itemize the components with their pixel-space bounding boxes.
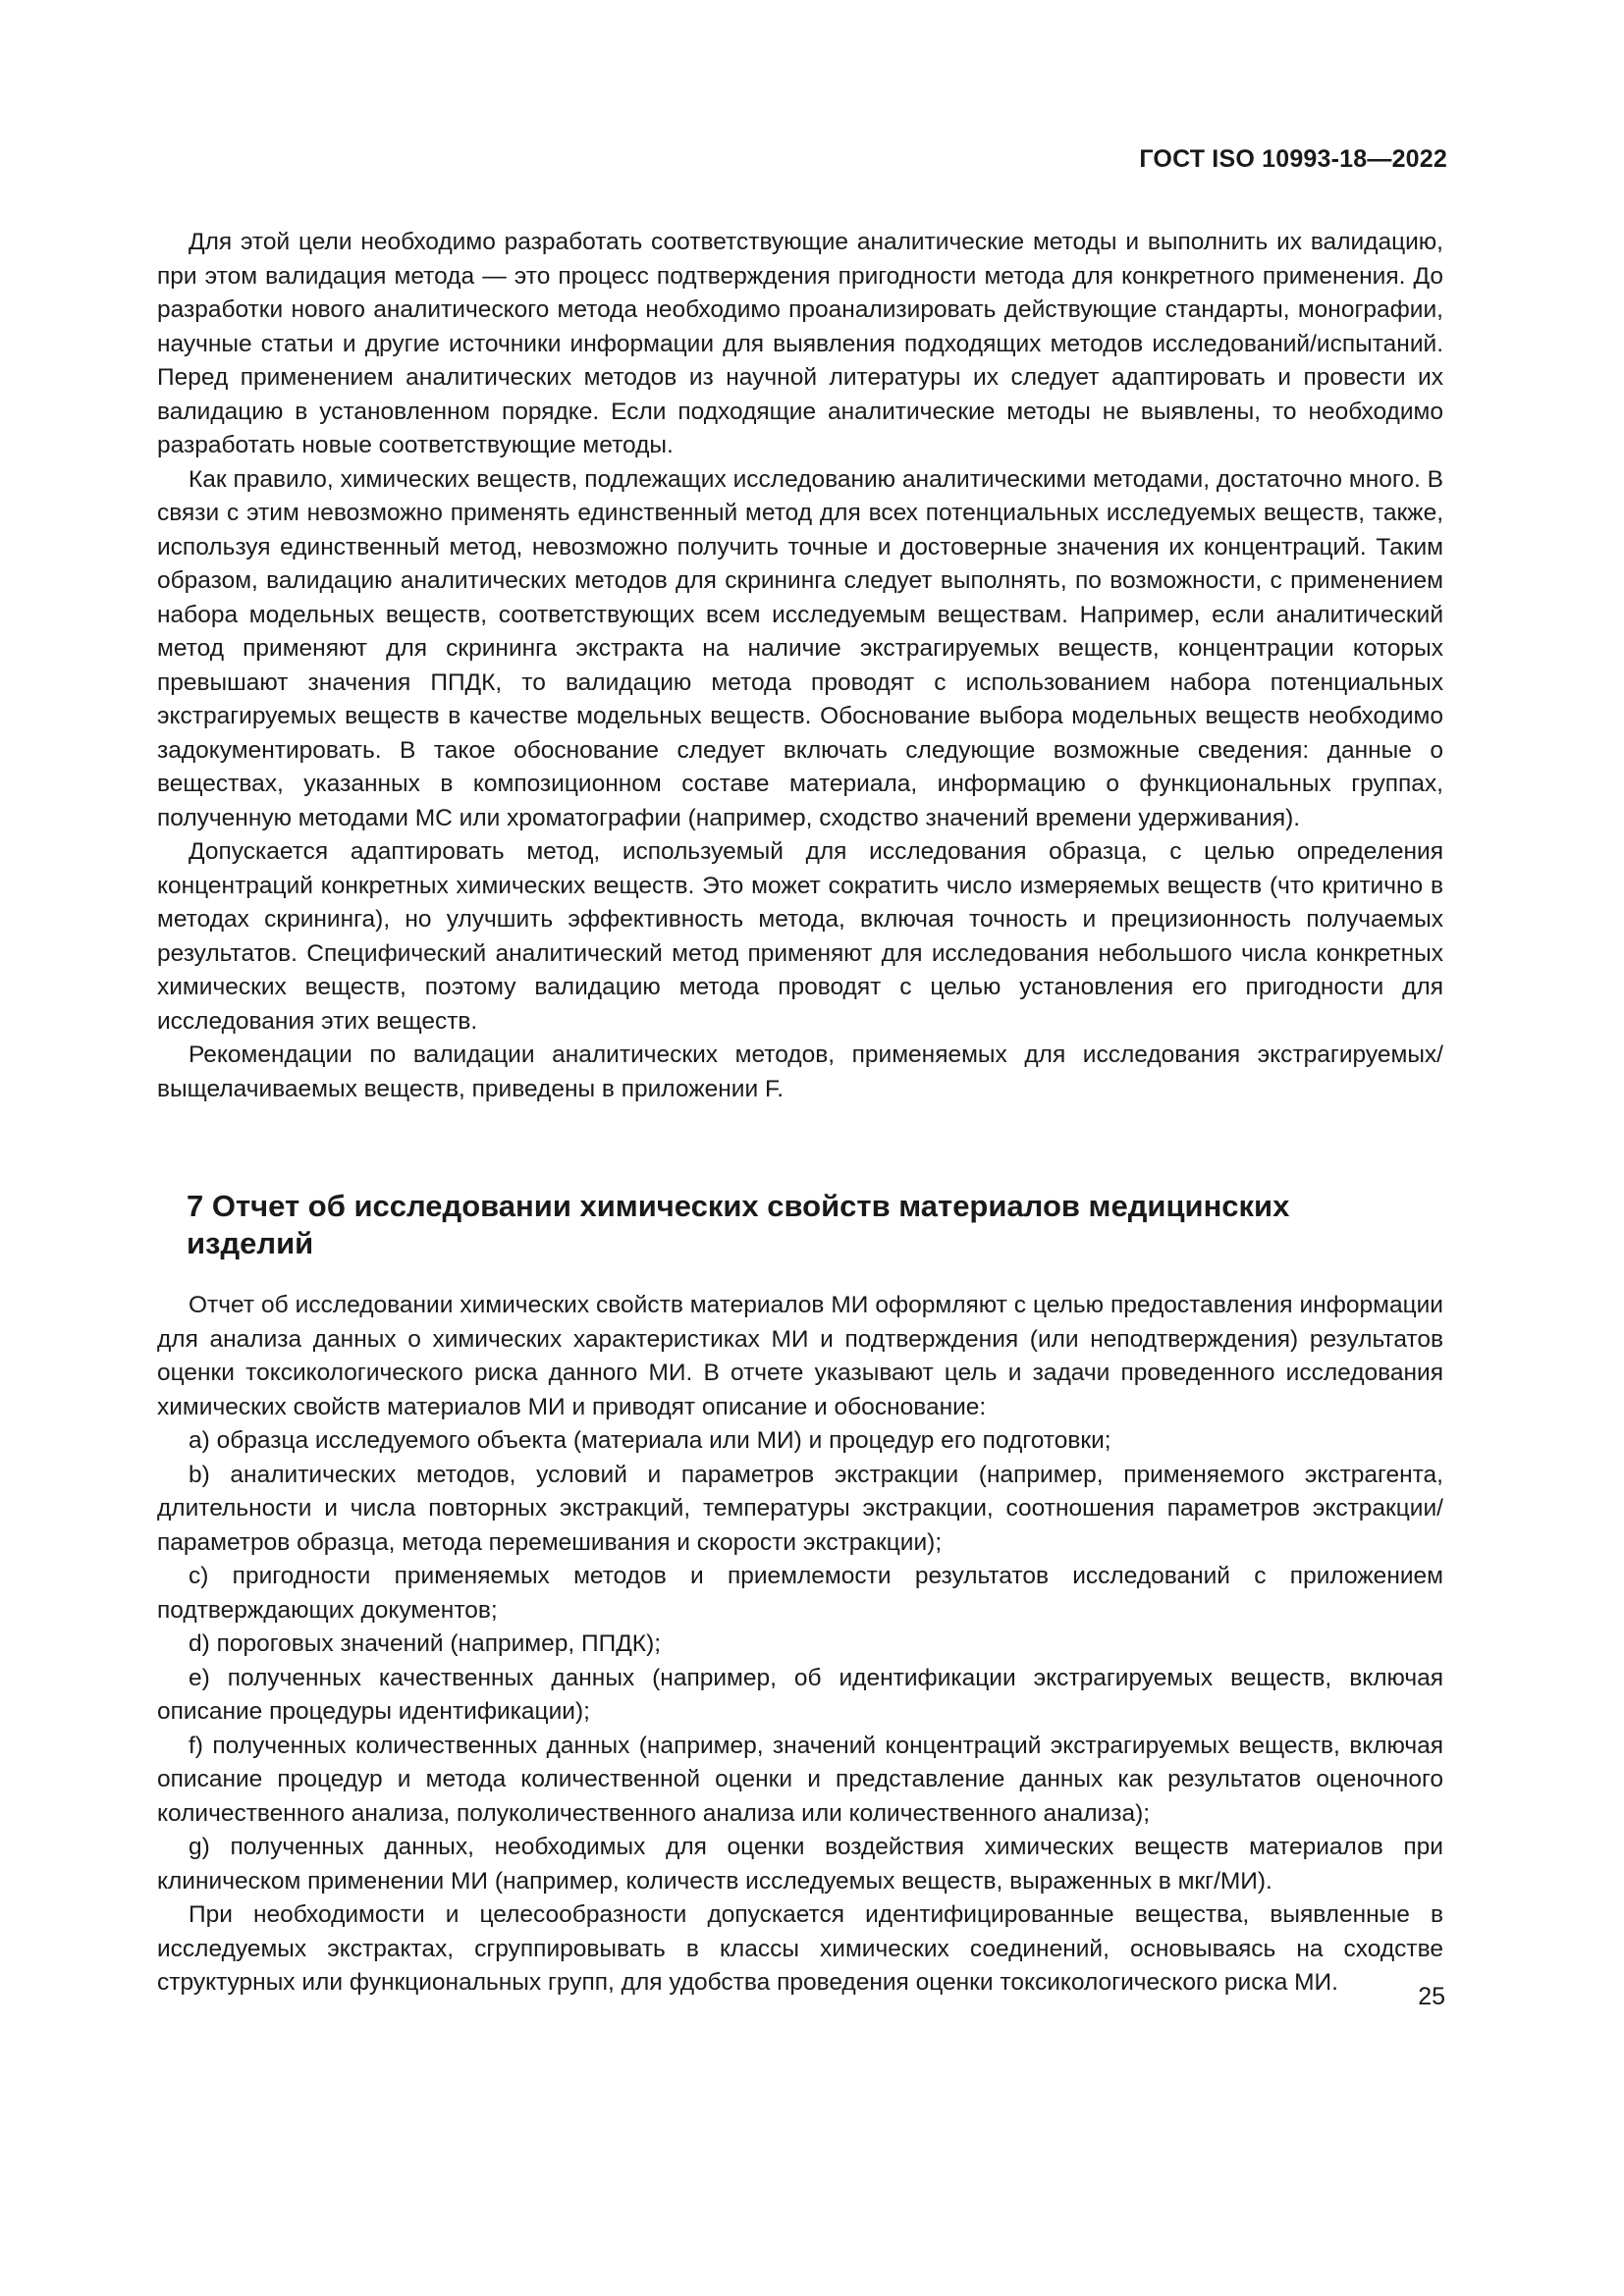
page-number: 25 — [1418, 1983, 1445, 2010]
paragraph: Для этой цели необходимо разработать соответствующие аналитические методы и выполнить их валидацию, при этом валидация метода — это процесс подтверждения пригодности метода для конкретного применения. До разработки нового аналитического метода необходимо проанализировать действующие стандарты, монографии, научные статьи и другие источники информации для выявления подходящих методов исследований/испытаний. Перед применением аналитических методов из научной литературы их следует адаптировать и провести их валидацию в установленном порядке. Если подходящие аналитические методы не выявлены, то необходимо разработать новые соответствующие методы. — [157, 229, 1443, 458]
list-item-d: d) пороговых значений (например, ППДК); — [189, 1630, 662, 1657]
paragraph: Отчет об исследовании химических свойств материалов МИ оформляют с целью предоставления информации для анализа данных о химических характеристиках МИ и подтверждения (или неподтверждения) результатов оценки токсикологического риска данного МИ. В отчете указывают цель и задачи проведенного исследования химических свойств материалов МИ и приводят описание и обоснование: — [157, 1292, 1443, 1420]
section-7-heading: 7 Отчет об исследовании химических свойств материалов медицинских изделий — [187, 1189, 1290, 1260]
paragraph: При необходимости и целесообразности допускается идентифицированные вещества, выявленные в исследуемых экстрактах, сгруппировывать в классы химических соединений, основываясь на сходстве структурных или функциональных групп, для удобства проведения оценки токсикологического риска МИ. — [157, 1901, 1443, 1996]
list-item-g: g) полученных данных, необходимых для оценки воздействия химических веществ материалов при клиническом применении МИ (например, количеств исследуемых веществ, выраженных в мкг/МИ). — [157, 1834, 1443, 1895]
list-item-f: f) полученных количественных данных (например, значений концентраций экстрагируемых веществ, включая описание процедур и метода количественной оценки и представление данных как результатов оценочного количественного анализа, полуколичественного анализа или количественного анализа); — [157, 1732, 1443, 1827]
list-item-b: b) аналитических методов, условий и параметров экстракции (например, применяемого экстрагента, длительности и числа повторных экстракций, температуры экстракции, соотношения параметров экстракции/параметров образца, метода перемешивания и скорости экстракции); — [157, 1461, 1443, 1556]
paragraph: Допускается адаптировать метод, используемый для исследования образца, с целью определения концентраций конкретных химических веществ. Это может сократить число измеряемых веществ (что критично в методах скрининга), но улучшить эффективность метода, включая точность и прецизионность получаемых результатов. Специфический аналитический метод применяют для исследования небольшого числа конкретных химических веществ, поэтому валидацию метода проводят с целью установления его пригодности для исследования этих веществ. — [157, 838, 1443, 1035]
section-7-body — [157, 1289, 1443, 2001]
list-item-a: a) образца исследуемого объекта (материала или МИ) и процедур его подготовки; — [189, 1427, 1111, 1454]
paragraph: Рекомендации по валидации аналитических методов, применяемых для исследования экстрагируемых/выщелачиваемых веществ, приведены в приложении F. — [157, 1041, 1443, 1102]
intro-section — [157, 226, 1443, 1106]
list-item-c: c) пригодности применяемых методов и приемлемости результатов исследований с приложением подтверждающих документов; — [157, 1563, 1443, 1624]
document-code-header: ГОСТ ISO 10993-18—2022 — [1139, 145, 1447, 173]
paragraph: Как правило, химических веществ, подлежащих исследованию аналитическими методами, достаточно много. В связи с этим невозможно применять единственный метод для всех потенциальных исследуемых веществ, также, используя единственный метод, невозможно получить точные и достоверные значения их концентраций. Таким образом, валидацию аналитических методов для скрининга следует выполнять, по возможности, с применением набора модельных веществ, соответствующих всем исследуемым веществам. Например, если аналитический метод применяют для скрининга экстракта на наличие экстрагируемых веществ, концентрации которых превышают значения ППДК, то валидацию метода проводят с использованием набора потенциальных экстрагируемых веществ в качестве модельных веществ. Обоснование выбора модельных веществ необходимо задокументировать. В такое обоснование следует включать следующие возможные сведения: данные о веществах, указанных в композиционном составе материала, информацию о функциональных группах, полученную методами МС или хроматографии (например, сходство значений времени удерживания). — [157, 465, 1443, 831]
list-item-e: e) полученных качественных данных (например, об идентификации экстрагируемых веществ, включая описание процедуры идентификации); — [157, 1664, 1443, 1725]
